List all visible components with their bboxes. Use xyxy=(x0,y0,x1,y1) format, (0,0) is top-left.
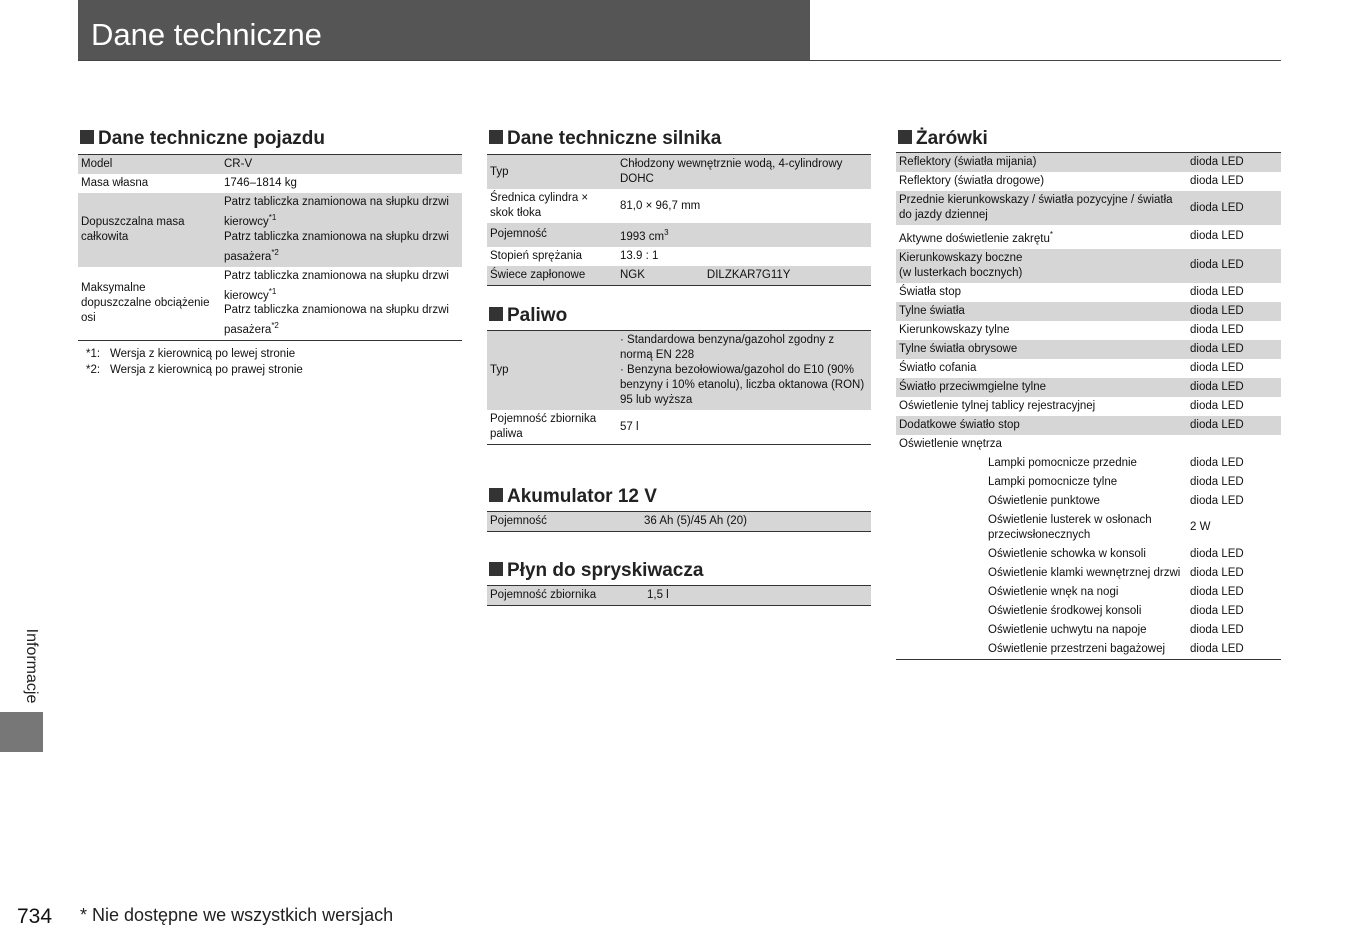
table-row: Lampki pomocnicze przednie dioda LED xyxy=(988,456,1244,469)
battery-section-title: Akumulator 12 V xyxy=(489,486,657,508)
square-bullet-icon xyxy=(489,488,503,502)
footnote: *2: Wersja z kierownicą po prawej stronie xyxy=(86,364,303,376)
side-tab-label: Informacje xyxy=(23,628,40,704)
square-bullet-icon xyxy=(489,130,503,144)
table-row: Światła stop dioda LED xyxy=(899,285,1244,298)
square-bullet-icon xyxy=(489,307,503,321)
availability-note: * Nie dostępne we wszystkich wersjach xyxy=(80,905,394,925)
table-row: Oświetlenie środkowej konsoli dioda LED xyxy=(988,604,1244,617)
square-bullet-icon xyxy=(898,130,912,144)
table-row: Masa własna 1746–1814 kg xyxy=(81,177,297,189)
cell-line: · Standardowa benzyna/gazohol zgodny z normą EN 228 xyxy=(620,334,835,361)
table-row: Model CR-V xyxy=(78,155,462,175)
engine-spec-table xyxy=(487,154,871,286)
engine-section-title: Dane techniczne silnika xyxy=(489,128,721,150)
footnote: *1: Wersja z kierownicą po lewej stronie xyxy=(86,348,296,360)
table-row: Dodatkowe światło stop dioda LED xyxy=(896,416,1281,435)
washer-spec-table xyxy=(487,585,871,606)
square-bullet-icon xyxy=(80,130,94,144)
table-row: Pojemność 1993 $cm^3$ xyxy=(487,223,871,247)
table-row: Maksymalne dopuszczalne obciążenie osi Patrz tabliczka znamionowa na słupku drzwi kierowcy$^{*1}$ Patrz tabliczka znamionowa na słupku drzwi pasażera$^{*2}$ xyxy=(78,267,462,341)
table-row: Kierunkowskazy boczne (w lusterkach bocznych) dioda LED xyxy=(896,249,1281,283)
table-row: Oświetlenie wnętrza xyxy=(899,437,1002,450)
table-row: Typ Chłodzony wewnętrznie wodą, 4-cylindrowy DOHC xyxy=(487,155,871,190)
bulbs-spec-table xyxy=(896,152,1281,660)
fuel-section-title: Paliwo xyxy=(489,305,567,327)
table-row: Dopuszczalna masa całkowita Patrz tabliczka znamionowa na słupku drzwi kierowcy$^{*1}$ Patrz tabliczka znamionowa na słupku drzwi pasażera$^{*2}$ xyxy=(78,193,462,267)
side-tab-marker xyxy=(0,712,43,752)
table-row: Oświetlenie tylnej tablicy rejestracyjnej dioda LED xyxy=(899,399,1244,412)
square-bullet-icon xyxy=(489,562,503,576)
washer-section-title: Płyn do spryskiwacza xyxy=(489,560,703,582)
table-row: Lampki pomocnicze tylne dioda LED xyxy=(988,475,1244,488)
table-row: Oświetlenie schowka w konsoli dioda LED xyxy=(988,547,1244,560)
table-row: Przednie kierunkowskazy / światła pozycyjne / światła do jazdy dziennej dioda LED xyxy=(896,191,1281,225)
bulbs-section-title: Żarówki xyxy=(898,128,988,150)
table-row: Oświetlenie przestrzeni bagażowej dioda LED xyxy=(988,642,1244,655)
vehicle-spec-table xyxy=(78,154,462,341)
table-row: Oświetlenie punktowe dioda LED xyxy=(988,494,1244,507)
table-row: Pojemność zbiornika 1,5 l xyxy=(487,586,871,606)
fuel-spec-table xyxy=(487,330,871,445)
table-row: Światło cofania dioda LED xyxy=(899,361,1244,374)
cell-line: Patrz tabliczka znamionowa na słupku drzwi pasażera$^{*2}$ xyxy=(224,304,449,337)
table-row: Oświetlenie klamki wewnętrznej drzwi dioda LED xyxy=(988,566,1244,579)
cell-line: Patrz tabliczka znamionowa na słupku drzwi kierowcy$^{*1}$ xyxy=(224,196,449,228)
table-row: Oświetlenie uchwytu na napoje dioda LED xyxy=(988,623,1244,636)
table-row: Typ · Standardowa benzyna/gazohol zgodny z normą EN 228 · Benzyna bezołowiowa/gazohol do E10 (90% benzyny i 10% etanolu), liczba oktanowa (RON) 95 lub wyższa xyxy=(487,331,871,411)
table-row: Aktywne doświetlenie zakrętu* dioda LED xyxy=(899,230,1244,245)
table-row: Reflektory (światła mijania) dioda LED xyxy=(896,153,1281,173)
vehicle-section-title: Dane techniczne pojazdu xyxy=(80,128,325,150)
page-title: Dane techniczne xyxy=(91,17,322,52)
table-row: Oświetlenie lusterek w osłonach przeciwsłonecznych 2 W xyxy=(988,513,1211,541)
table-row: Tylne światła obrysowe dioda LED xyxy=(896,340,1281,359)
table-row: Pojemność 36 Ah (5)/45 Ah (20) xyxy=(487,512,871,532)
page-header xyxy=(78,0,810,60)
cell-line: Patrz tabliczka znamionowa na słupku drzwi pasażera$^{*2}$ xyxy=(224,230,449,263)
table-row: Oświetlenie wnęk na nogi dioda LED xyxy=(988,585,1244,598)
header-divider xyxy=(78,60,1281,61)
table-row: Reflektory (światła drogowe) dioda LED xyxy=(899,175,1244,187)
cell-line: · Benzyna bezołowiowa/gazohol do E10 (90% benzyny i 10% etanolu), liczba oktanowa (RON) 95 lub wyższa xyxy=(620,364,865,406)
table-row: Średnica cylindra × skok tłoka 81,0 × 96,7 mm xyxy=(490,192,701,219)
page-number: 734 xyxy=(17,905,53,928)
footnotes xyxy=(86,346,303,378)
table-row: Tylne światła dioda LED xyxy=(896,302,1281,321)
table-row: Pojemność zbiornika paliwa 57 l xyxy=(490,413,639,440)
battery-spec-table xyxy=(487,511,871,532)
table-row: Światło przeciwmgielne tylne dioda LED xyxy=(896,378,1281,397)
table-row: Kierunkowskazy tylne dioda LED xyxy=(899,323,1244,336)
table-row: Świece zapłonowe NGK DILZKAR7G11Y xyxy=(487,266,871,286)
cell-line: Patrz tabliczka znamionowa na słupku drzwi kierowcy$^{*1}$ xyxy=(224,269,449,302)
table-row: Stopień sprężania 13.9 : 1 xyxy=(490,249,659,262)
